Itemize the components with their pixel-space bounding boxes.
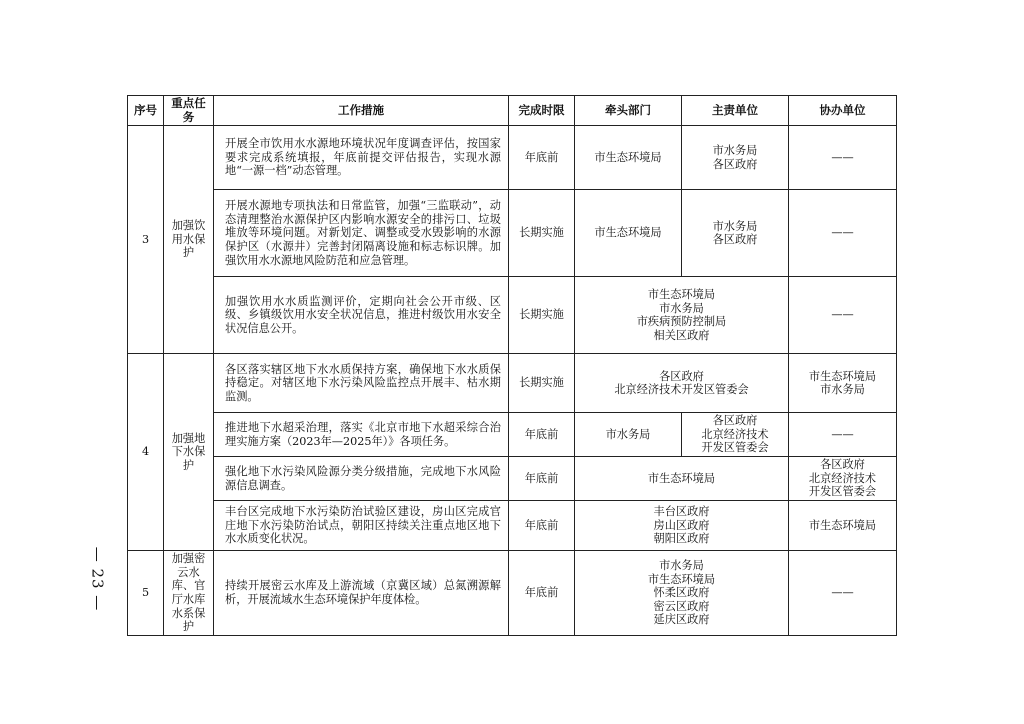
assist-cell [789, 190, 897, 277]
deadline-cell: 长期实施 [509, 354, 575, 413]
measure-cell: 加强饮用水水质监测评价，定期向社会公开市级、区级、乡镇级饮用水安全状况信息，推进村级饮用水安全状况信息公开。 [214, 277, 509, 354]
page-number: — 23 — [88, 546, 106, 612]
lead-resp-merged-cell-line: 朝阳区政府 [653, 532, 710, 546]
lead-resp-merged-cell-line: 延庆区政府 [653, 613, 710, 627]
lead-resp-merged-cell-line: 市疾病预防控制局 [636, 315, 727, 329]
lead-cell [575, 190, 682, 277]
table-row [128, 277, 897, 354]
header-task: 重点任务 [164, 96, 214, 126]
measure-cell: 丰台区完成地下水污染防治试验区建设，房山区完成官庄地下水污染防治试点，朝阳区持续关注重点地区地下水水质变化状况。 [214, 501, 509, 551]
key-task: 加强饮用水保护 [164, 126, 214, 354]
table-row [128, 501, 897, 551]
resp-cell-line: 各区政府 [712, 233, 758, 247]
lead-resp-merged-cell [575, 277, 789, 354]
lead-resp-merged-cell-line: 房山区政府 [653, 518, 710, 532]
header-resp: 主责单位 [682, 96, 789, 126]
header-measure: 工作措施 [214, 96, 509, 126]
table-row [128, 413, 897, 457]
header-deadline: 完成时限 [509, 96, 575, 126]
resp-cell-line: 市水务局 [712, 219, 758, 233]
lead-resp-merged-cell-line: 怀柔区政府 [653, 586, 710, 600]
deadline-cell: 年底前 [509, 551, 575, 636]
deadline-cell: 年底前 [509, 413, 575, 457]
lead-resp-merged-cell [575, 501, 789, 551]
deadline-cell: 年底前 [509, 457, 575, 501]
resp-cell [682, 126, 789, 190]
row-number: 3 [128, 126, 164, 354]
resp-cell-line: 各区政府 [712, 414, 758, 428]
lead-cell [575, 413, 682, 457]
resp-cell-line: 开发区管委会 [701, 441, 769, 455]
lead-cell-line: 市水务局 [605, 427, 651, 441]
header-row [128, 96, 897, 126]
lead-resp-merged-cell [575, 354, 789, 413]
header-lead: 牵头部门 [575, 96, 682, 126]
task-table [127, 95, 897, 636]
assist-cell [789, 551, 897, 636]
assist-cell-line: 各区政府 [820, 458, 865, 472]
key-task: 加强密云水库、官厅水库水系保护 [164, 551, 214, 636]
header-assist: 协办单位 [789, 96, 897, 126]
table-row [128, 126, 897, 190]
lead-resp-merged-cell-line: 北京经济技术开发区管委会 [614, 383, 749, 397]
table-row [128, 354, 897, 413]
lead-cell-line: 市生态环境局 [594, 150, 662, 164]
header-no: 序号 [128, 96, 164, 126]
measure-cell: 各区落实辖区地下水水质保持方案，确保地下水水质保持稳定。对辖区地下水污染风险监控点开展丰、枯水期监测。 [214, 354, 509, 413]
table-row [128, 551, 897, 636]
assist-cell-line: 市水务局 [820, 383, 865, 397]
assist-cell-line: 市生态环境局 [808, 369, 877, 383]
assist-cell [789, 354, 897, 413]
deadline-cell: 长期实施 [509, 277, 575, 354]
row-number: 5 [128, 551, 164, 636]
assist-cell-line: —— [831, 150, 854, 164]
assist-cell [789, 126, 897, 190]
lead-resp-merged-cell-line: 市水务局 [659, 558, 704, 572]
lead-resp-merged-cell-line: 市生态环境局 [647, 471, 716, 485]
assist-cell [789, 457, 897, 501]
assist-cell [789, 413, 897, 457]
table-row [128, 190, 897, 277]
table-body [128, 126, 897, 636]
assist-cell [789, 277, 897, 354]
lead-resp-merged-cell-line: 市生态环境局 [647, 572, 716, 586]
assist-cell-line: 市生态环境局 [808, 518, 877, 532]
lead-resp-merged-cell [575, 551, 789, 636]
key-task: 加强地下水保护 [164, 354, 214, 551]
assist-cell-line: —— [831, 427, 854, 441]
deadline-cell: 年底前 [509, 501, 575, 551]
table-row [128, 457, 897, 501]
assist-cell [789, 501, 897, 551]
row-number: 4 [128, 354, 164, 551]
lead-cell [575, 126, 682, 190]
lead-resp-merged-cell [575, 457, 789, 501]
assist-cell-line: 开发区管委会 [808, 485, 877, 499]
lead-resp-merged-cell-line: 市生态环境局 [647, 288, 716, 301]
lead-resp-merged-cell-line: 丰台区政府 [653, 505, 710, 519]
resp-cell-line: 各区政府 [712, 157, 758, 171]
lead-resp-merged-cell-line: 相关区政府 [653, 328, 710, 342]
deadline-cell: 年底前 [509, 126, 575, 190]
lead-cell-line: 市生态环境局 [594, 226, 662, 240]
resp-cell [682, 190, 789, 277]
resp-cell-line: 市水务局 [712, 144, 758, 158]
measure-cell: 开展水源地专项执法和日常监管，加强“三监联动”，动态清理整治水源保护区内影响水源安全的排污口、垃圾堆放等环境问题。对新划定、调整或受水毁影响的水源保护区（水源井）完善封闭隔离设施和标志标识牌。加强饮用水水源地风险防范和应急管理。 [214, 190, 509, 277]
measure-cell: 持续开展密云水库及上游流域（京冀区域）总氮溯源解析，开展流域水生态环境保护年度体检。 [214, 551, 509, 636]
lead-resp-merged-cell-line: 密云区政府 [653, 599, 710, 613]
lead-resp-merged-cell-line: 各区政府 [659, 369, 704, 383]
deadline-cell: 长期实施 [509, 190, 575, 277]
assist-cell-line: —— [831, 586, 854, 600]
measure-cell: 强化地下水污染风险源分类分级措施，完成地下水风险源信息调查。 [214, 457, 509, 501]
resp-cell-line: 北京经济技术 [701, 427, 769, 441]
resp-cell [682, 413, 789, 457]
assist-cell-line: —— [831, 308, 854, 322]
assist-cell-line: 北京经济技术 [808, 471, 877, 485]
measure-cell: 推进地下水超采治理，落实《北京市地下水超采综合治理实施方案（2023年—2025年）》各项任务。 [214, 413, 509, 457]
measure-cell: 开展全市饮用水水源地环境状况年度调查评估，按国家要求完成系统填报，年底前提交评估报告，实现水源地“一源一档”动态管理。 [214, 126, 509, 190]
assist-cell-line: —— [831, 226, 854, 240]
lead-resp-merged-cell-line: 市水务局 [659, 301, 704, 315]
